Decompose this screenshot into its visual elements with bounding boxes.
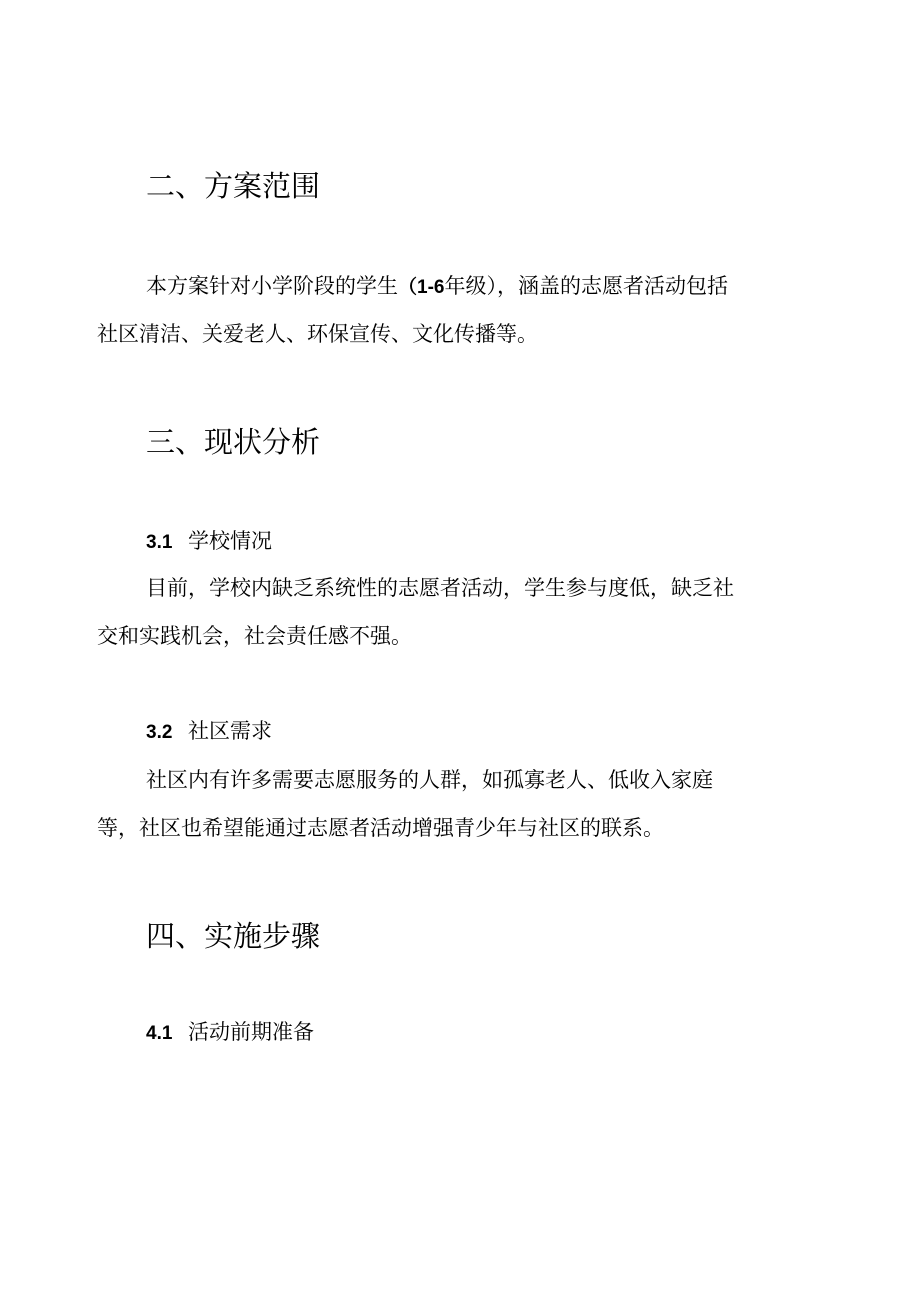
scope-text-part-1: 本方案针对小学阶段的学生	[146, 274, 398, 298]
section-heading-scope: 二、方案范围	[146, 169, 321, 203]
scope-grade-range: （1-6	[398, 277, 445, 298]
school-paragraph-line-2: 交和实践机会，社会责任感不强。	[97, 624, 412, 648]
scope-text-part-2: 年级），涵盖的志愿者活动包括	[444, 274, 728, 298]
subsection-title: 活动前期准备	[188, 1020, 314, 1044]
subsection-title: 学校情况	[188, 529, 272, 553]
subsection-heading-preparation	[146, 1018, 314, 1048]
scope-paragraph-line-1	[146, 272, 728, 302]
school-paragraph-line-1: 目前，学校内缺乏系统性的志愿者活动，学生参与度低，缺乏社	[146, 576, 734, 600]
subsection-number: 3.2	[146, 722, 173, 743]
subsection-heading-community	[146, 717, 272, 747]
section-heading-steps: 四、实施步骤	[146, 919, 321, 953]
subsection-number: 3.1	[146, 532, 173, 553]
subsection-heading-school	[146, 527, 272, 557]
section-heading-analysis: 三、现状分析	[146, 425, 321, 459]
subsection-title: 社区需求	[188, 719, 272, 743]
community-paragraph-line-1: 社区内有许多需要志愿服务的人群，如孤寡老人、低收入家庭	[146, 768, 713, 792]
scope-paragraph-line-2: 社区清洁、关爱老人、环保宣传、文化传播等。	[97, 322, 538, 346]
community-paragraph-line-2: 等，社区也希望能通过志愿者活动增强青少年与社区的联系。	[97, 816, 664, 840]
subsection-number: 4.1	[146, 1023, 173, 1044]
